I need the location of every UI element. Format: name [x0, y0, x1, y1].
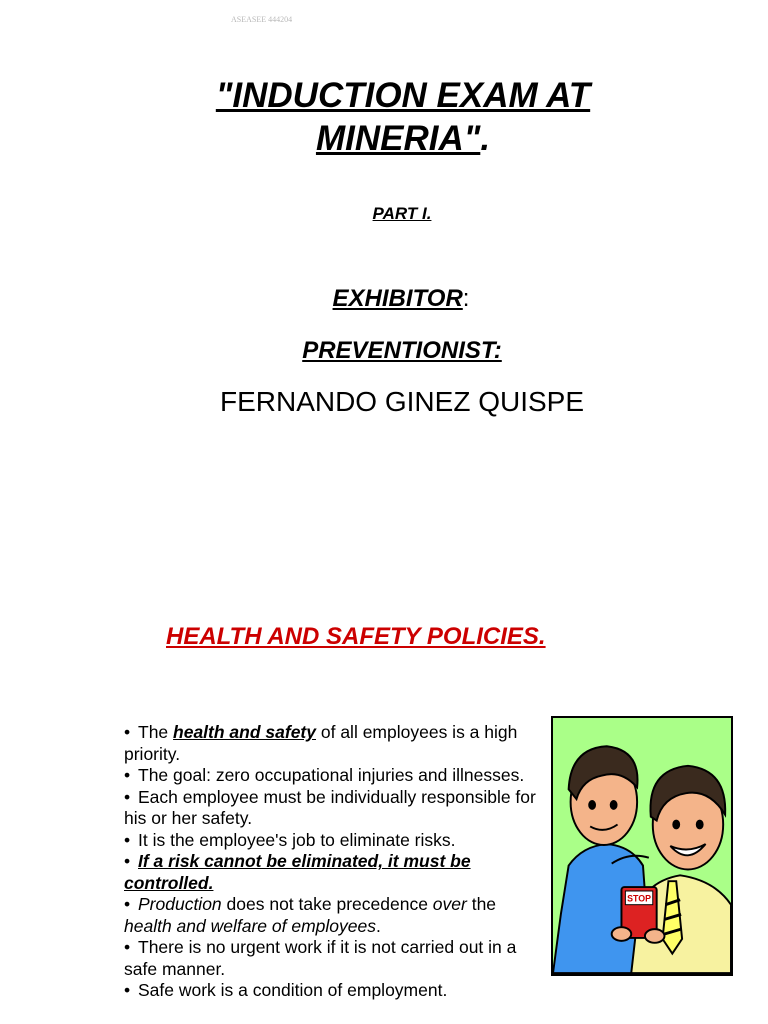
bullet-icon: •	[124, 765, 131, 785]
sign-text: STOP	[627, 893, 651, 904]
policy-text: the	[466, 894, 497, 914]
bullet-icon: •	[124, 894, 131, 914]
list-item	[124, 765, 546, 787]
policy-italic: Production	[138, 894, 222, 914]
policy-text: of all employees is a high priority.	[124, 722, 518, 764]
policy-text: Safe work is a condition of employment.	[138, 980, 448, 1000]
exhibitor-line	[0, 285, 768, 313]
list-item	[124, 787, 546, 830]
policy-text: The goal: zero occupational injuries and illnesses.	[138, 765, 525, 785]
bullet-icon: •	[124, 829, 131, 850]
policy-text: It is the employee's job to eliminate risks.	[138, 829, 456, 850]
list-item	[124, 722, 546, 765]
policy-text: Each employee must be individually responsible for his or her safety.	[124, 786, 536, 828]
document-watermark: ASEASEE 444204	[231, 15, 293, 24]
title-line-1: "INDUCTION EXAM AT	[215, 76, 591, 115]
bullet-icon: •	[124, 786, 131, 807]
title-period: .	[480, 119, 491, 158]
policy-italic: over	[432, 894, 467, 914]
policy-italic: health and welfare of employees	[124, 915, 376, 936]
policy-text: does not take precedence	[221, 894, 433, 914]
exhibitor-colon: :	[462, 285, 470, 312]
document-title	[150, 74, 656, 160]
two-workers-clipart-icon	[551, 716, 733, 976]
list-item	[124, 980, 546, 1002]
part-label: PART I.	[372, 204, 432, 223]
list-item	[124, 937, 546, 980]
policy-text: The	[138, 722, 174, 742]
bullet-icon: •	[124, 851, 131, 871]
policy-emphasis: health and safety	[173, 722, 316, 742]
presenter-name: FERNANDO GINEZ QUISPE	[219, 386, 585, 417]
policies-list	[124, 722, 546, 1002]
exhibitor-label: EXHIBITOR	[332, 285, 463, 312]
policy-emphasis: If a risk cannot be eliminated, it must be controlled.	[124, 851, 471, 893]
list-item	[124, 851, 546, 894]
policy-text: .	[375, 915, 381, 936]
bullet-icon: •	[124, 980, 131, 1000]
bullet-icon: •	[124, 937, 131, 957]
illustration-svg	[553, 718, 731, 974]
list-item	[124, 830, 546, 852]
preventionist-label: PREVENTIONIST:	[302, 337, 502, 364]
policies-heading: HEALTH AND SAFETY POLICIES.	[166, 623, 546, 650]
title-line-2: MINERIA"	[315, 119, 481, 158]
policy-text: There is no urgent work if it is not carried out in a safe manner.	[124, 937, 517, 979]
list-item	[124, 894, 546, 937]
bullet-icon: •	[124, 722, 131, 742]
